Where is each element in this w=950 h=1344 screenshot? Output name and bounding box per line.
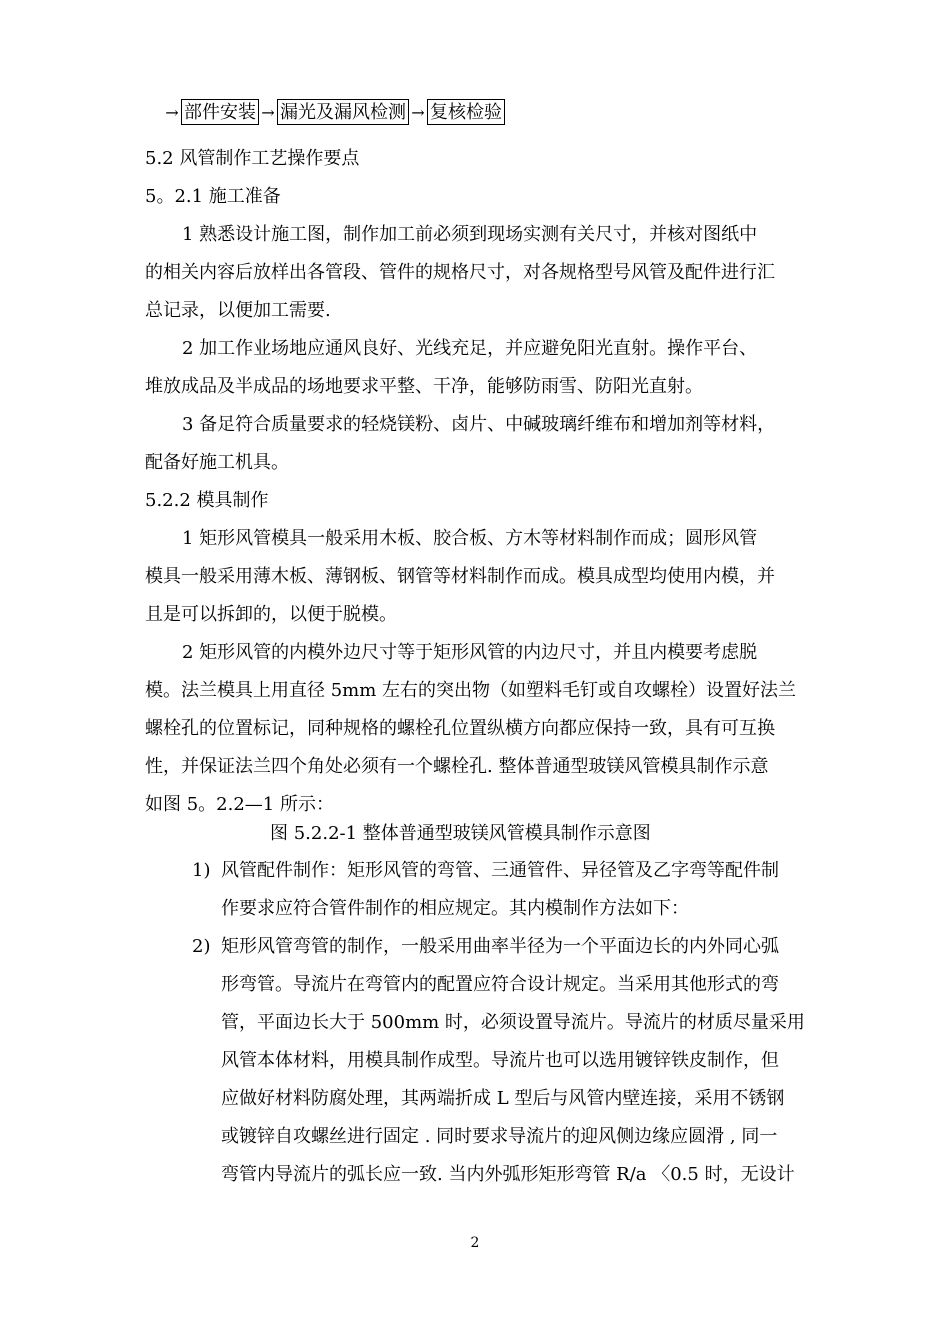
flow-arrow-icon: →: [261, 102, 275, 122]
flow-arrow-icon: →: [411, 102, 425, 122]
paragraph-line: 如图 5。2.2—1 所示：: [145, 794, 334, 815]
list-item-line: 风管本体材料，用模具制作成型。导流片也可以选用镀锌铁皮制作，但: [221, 1050, 779, 1071]
list-item-line: 形弯管。导流片在弯管内的配置应符合设计规定。当采用其他形式的弯: [221, 974, 779, 995]
flow-arrow-icon: →: [165, 102, 179, 122]
section-heading: 5.2 风管制作工艺操作要点: [145, 148, 360, 169]
paragraph-line: 2 加工作业场地应通风良好、光线充足，并应避免阳光直射。操作平台、: [182, 338, 758, 359]
paragraph-line: 配备好施工机具。: [145, 452, 289, 473]
list-item-line: 应做好材料防腐处理，其两端折成 L 型后与风管内壁连接，采用不锈钢: [221, 1088, 785, 1109]
list-marker: 1): [192, 860, 211, 881]
page-number: 2: [470, 1235, 480, 1251]
paragraph-line: 总记录，以便加工需要.: [145, 300, 331, 321]
paragraph-line: 堆放成品及半成品的场地要求平整、干净，能够防雨雪、防阳光直射。: [145, 376, 703, 397]
paragraph-line: 1 矩形风管模具一般采用木板、胶合板、方木等材料制作而成；圆形风管: [182, 528, 758, 549]
figure-caption: 图 5.2.2-1 整体普通型玻镁风管模具制作示意图: [270, 823, 651, 844]
flow-step-box: 漏光及漏风检测: [277, 99, 409, 125]
subsection-heading: 5。2.1 施工准备: [145, 186, 281, 207]
list-marker: 2): [192, 936, 211, 957]
list-item-line: 管，平面边长大于 500mm 时，必须设置导流片。导流片的材质尽量采用: [221, 1012, 805, 1033]
list-item-line: 或镀锌自攻螺丝进行固定 . 同时要求导流片的迎风侧边缘应圆滑 , 同一: [221, 1126, 778, 1147]
paragraph-line: 模。法兰模具上用直径 5mm 左右的突出物（如塑料毛钉或自攻螺栓）设置好法兰: [145, 680, 797, 701]
paragraph-line: 2 矩形风管的内模外边尺寸等于矩形风管的内边尺寸，并且内模要考虑脱: [182, 642, 758, 663]
flow-step-box: 部件安装: [181, 99, 259, 125]
paragraph-line: 模具一般采用薄木板、薄钢板、钢管等材料制作而成。模具成型均使用内模，并: [145, 566, 775, 587]
paragraph-line: 3 备足符合质量要求的轻烧镁粉、卤片、中碱玻璃纤维布和增加剂等材料，: [182, 414, 776, 435]
list-item-line: 弯管内导流片的弧长应一致. 当内外弧形矩形弯管 R/a 〈0.5 时，无设计: [221, 1164, 795, 1185]
list-item-line: 作要求应符合管件制作的相应规定。其内模制作方法如下：: [221, 898, 689, 919]
paragraph-line: 且是可以拆卸的，以便于脱模。: [145, 604, 397, 625]
paragraph-line: 的相关内容后放样出各管段、管件的规格尺寸，对各规格型号风管及配件进行汇: [145, 262, 775, 283]
paragraph-line: 1 熟悉设计施工图，制作加工前必须到现场实测有关尺寸，并核对图纸中: [182, 224, 758, 245]
process-flow: [163, 97, 505, 127]
flow-step-box: 复核检验: [427, 99, 505, 125]
subsection-heading: 5.2.2 模具制作: [145, 490, 269, 511]
list-item-line: 矩形风管弯管的制作，一般采用曲率半径为一个平面边长的内外同心弧: [221, 936, 779, 957]
list-item-line: 风管配件制作：矩形风管的弯管、三通管件、异径管及乙字弯等配件制: [221, 860, 779, 881]
paragraph-line: 螺栓孔的位置标记，同种规格的螺栓孔位置纵横方向都应保持一致，具有可互换: [145, 718, 775, 739]
paragraph-line: 性，并保证法兰四个角处必须有一个螺栓孔. 整体普通型玻镁风管模具制作示意: [145, 756, 769, 777]
